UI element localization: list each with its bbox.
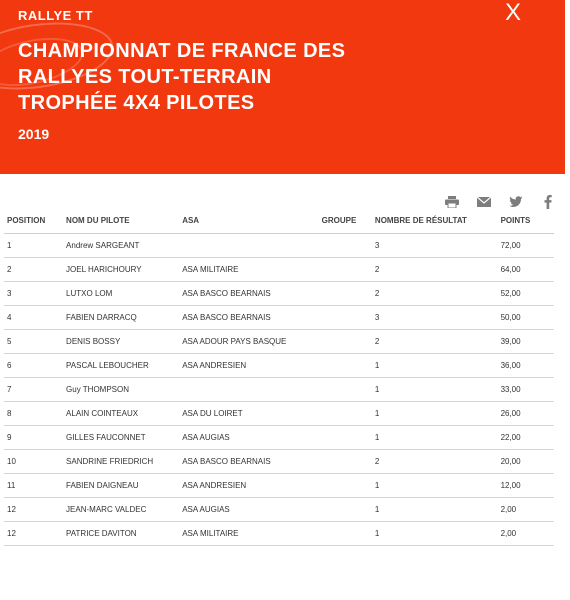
cell-position: 11 (4, 474, 63, 498)
cell-asa: ASA BASCO BEARNAIS (179, 450, 318, 474)
cell-group (319, 402, 372, 426)
cell-group (319, 234, 372, 258)
cell-results-count: 1 (372, 402, 498, 426)
cell-position: 12 (4, 498, 63, 522)
table-row (4, 330, 554, 354)
cell-points: 22,00 (498, 426, 554, 450)
category-label: RALLYE TT (18, 8, 93, 23)
cell-asa: ASA BASCO BEARNAIS (179, 282, 318, 306)
cell-pilot-name: FABIEN DAIGNEAU (63, 474, 179, 498)
table-row (4, 258, 554, 282)
table-header-row (4, 207, 554, 234)
cell-points: 72,00 (498, 234, 554, 258)
close-button[interactable]: X (504, 0, 521, 26)
column-header-position: POSITION (4, 207, 63, 234)
cell-asa (179, 378, 318, 402)
page-title-line: CHAMPIONNAT DE FRANCE DES (18, 40, 346, 62)
cell-results-count: 3 (372, 234, 498, 258)
page-title (18, 38, 538, 116)
cell-results-count: 3 (372, 306, 498, 330)
cell-results-count: 2 (372, 450, 498, 474)
cell-pilot-name: GILLES FAUCONNET (63, 426, 179, 450)
cell-group (319, 282, 372, 306)
cell-results-count: 1 (372, 426, 498, 450)
cell-points: 52,00 (498, 282, 554, 306)
cell-asa: ASA ANDRESIEN (179, 474, 318, 498)
cell-group (319, 258, 372, 282)
cell-points: 36,00 (498, 354, 554, 378)
table-row (4, 474, 554, 498)
column-header-group: GROUPE (319, 207, 372, 234)
cell-asa: ASA ADOUR PAYS BASQUE (179, 330, 318, 354)
season-year: 2019 (18, 126, 50, 142)
page-title-line: TROPHÉE 4X4 PILOTES (18, 92, 255, 114)
table-row (4, 522, 554, 546)
cell-asa: ASA ANDRESIEN (179, 354, 318, 378)
cell-asa: ASA MILITAIRE (179, 522, 318, 546)
cell-pilot-name: JOEL HARICHOURY (63, 258, 179, 282)
table-row (4, 450, 554, 474)
column-header-asa: ASA (179, 207, 318, 234)
cell-points: 26,00 (498, 402, 554, 426)
cell-pilot-name: PASCAL LEBOUCHER (63, 354, 179, 378)
cell-asa: ASA AUGIAS (179, 426, 318, 450)
cell-results-count: 2 (372, 330, 498, 354)
cell-position: 12 (4, 522, 63, 546)
cell-points: 20,00 (498, 450, 554, 474)
cell-position: 10 (4, 450, 63, 474)
cell-pilot-name: Guy THOMPSON (63, 378, 179, 402)
table-row (4, 378, 554, 402)
cell-group (319, 474, 372, 498)
cell-group (319, 330, 372, 354)
cell-results-count: 1 (372, 474, 498, 498)
cell-results-count: 1 (372, 522, 498, 546)
column-header-points: POINTS (498, 207, 554, 234)
cell-group (319, 450, 372, 474)
cell-group (319, 378, 372, 402)
cell-pilot-name: Andrew SARGEANT (63, 234, 179, 258)
cell-position: 6 (4, 354, 63, 378)
table-row (4, 234, 554, 258)
table-row (4, 402, 554, 426)
cell-position: 3 (4, 282, 63, 306)
cell-results-count: 2 (372, 282, 498, 306)
cell-asa: ASA MILITAIRE (179, 258, 318, 282)
cell-asa (179, 234, 318, 258)
column-header-name: NOM DU PILOTE (63, 207, 179, 234)
cell-results-count: 2 (372, 258, 498, 282)
cell-group (319, 498, 372, 522)
cell-points: 33,00 (498, 378, 554, 402)
cell-position: 2 (4, 258, 63, 282)
cell-position: 4 (4, 306, 63, 330)
table-row (4, 282, 554, 306)
cell-pilot-name: SANDRINE FRIEDRICH (63, 450, 179, 474)
cell-asa: ASA AUGIAS (179, 498, 318, 522)
cell-points: 2,00 (498, 522, 554, 546)
cell-pilot-name: FABIEN DARRACQ (63, 306, 179, 330)
table-row (4, 306, 554, 330)
cell-results-count: 1 (372, 354, 498, 378)
cell-group (319, 426, 372, 450)
standings-table (4, 207, 554, 546)
cell-position: 5 (4, 330, 63, 354)
cell-points: 12,00 (498, 474, 554, 498)
header-banner (0, 0, 565, 174)
cell-points: 50,00 (498, 306, 554, 330)
cell-pilot-name: PATRICE DAVITON (63, 522, 179, 546)
cell-asa: ASA DU LOIRET (179, 402, 318, 426)
cell-pilot-name: JEAN-MARC VALDEC (63, 498, 179, 522)
cell-pilot-name: ALAIN COINTEAUX (63, 402, 179, 426)
cell-group (319, 306, 372, 330)
cell-group (319, 354, 372, 378)
cell-points: 2,00 (498, 498, 554, 522)
cell-pilot-name: LUTXO LOM (63, 282, 179, 306)
cell-position: 8 (4, 402, 63, 426)
cell-results-count: 1 (372, 498, 498, 522)
cell-group (319, 522, 372, 546)
cell-pilot-name: DENIS BOSSY (63, 330, 179, 354)
column-header-results: NOMBRE DE RÉSULTAT (372, 207, 498, 234)
cell-results-count: 1 (372, 378, 498, 402)
cell-position: 1 (4, 234, 63, 258)
cell-asa: ASA BASCO BEARNAIS (179, 306, 318, 330)
table-row (4, 498, 554, 522)
cell-points: 39,00 (498, 330, 554, 354)
table-row (4, 426, 554, 450)
cell-position: 9 (4, 426, 63, 450)
cell-points: 64,00 (498, 258, 554, 282)
table-row (4, 354, 554, 378)
page-title-line: RALLYES TOUT-TERRAIN (18, 66, 272, 88)
cell-position: 7 (4, 378, 63, 402)
